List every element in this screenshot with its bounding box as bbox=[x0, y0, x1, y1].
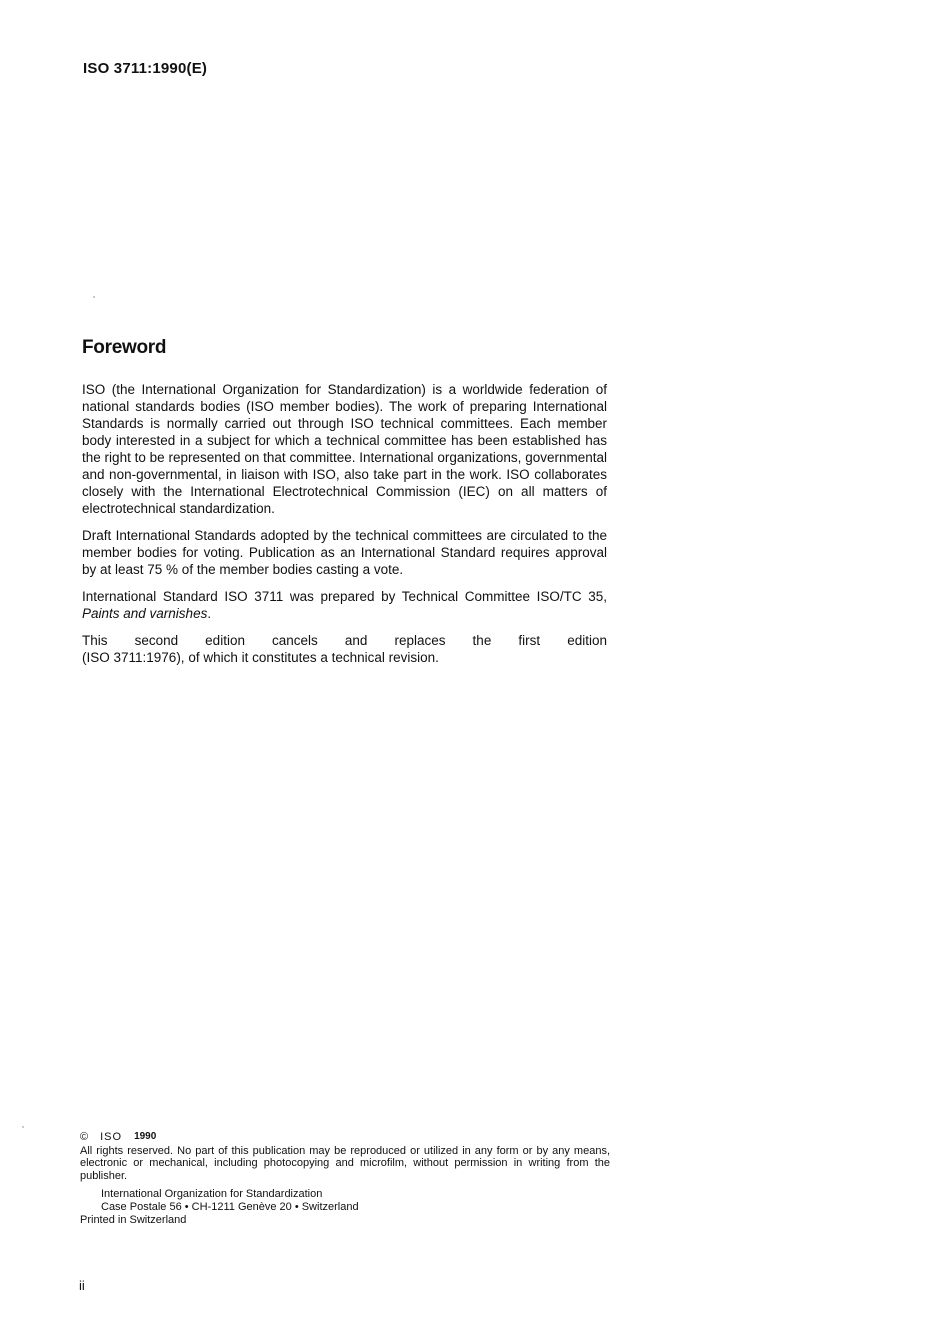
foreword-paragraph bbox=[82, 632, 607, 666]
edition-text: This second edition cancels and replaces the first edition bbox=[82, 633, 607, 648]
foreword-heading: Foreword bbox=[82, 337, 167, 358]
copyright-icon: © bbox=[80, 1131, 89, 1143]
copyright-org: ISO bbox=[100, 1131, 123, 1143]
publisher-address bbox=[80, 1188, 610, 1213]
prepared-by-text: International Standard ISO 3711 was prepared by Technical Committee ISO/TC 35, bbox=[82, 589, 607, 604]
rights-statement: All rights reserved. No part of this publication may be reproduced or utilized in any form or by any means, electronic or mechanical, including photocopying and microfilm, without permission in writing from the publisher. bbox=[80, 1144, 610, 1182]
scan-speck bbox=[93, 296, 95, 298]
publisher-name: International Organization for Standardization bbox=[101, 1188, 323, 1200]
foreword-paragraph: ISO (the International Organization for Standardization) is a worldwide federation of national standards bodies (ISO member bodies). The work of preparing International Standards is normally carried out through ISO technical committees. Each member body interested in a subject for which a technical committee has been established has the right to be represented on that committee. International organizations, governmental and non-governmental, in liaison with ISO, also take part in the work. ISO collaborates closely with the International Electrotechnical Commission (IEC) on all matters of electrotechnical standardization. bbox=[82, 382, 607, 516]
edition-text-tail: (ISO 3711:1976), of which it constitutes a technical revision. bbox=[82, 650, 439, 665]
sentence-end: . bbox=[207, 606, 212, 621]
committee-title: Paints and varnishes bbox=[82, 606, 208, 621]
page-number: ii bbox=[79, 1278, 85, 1293]
publisher-postal-address: Case Postale 56 • CH-1211 Genève 20 • Switzerland bbox=[101, 1200, 359, 1213]
copyright-year: 1990 bbox=[134, 1131, 157, 1142]
foreword-body bbox=[82, 381, 607, 676]
foreword-paragraph: Draft International Standards adopted by the technical committees are circulated to the member bodies for voting. Publication as an International Standard requires approval by at least 75 % of the member bodies casting a vote. bbox=[82, 528, 607, 577]
foreword-paragraph bbox=[82, 588, 607, 622]
printed-in: Printed in Switzerland bbox=[80, 1214, 187, 1226]
copyright-notice bbox=[80, 1131, 610, 1227]
copyright-line bbox=[80, 1131, 610, 1144]
scan-speck bbox=[22, 1126, 24, 1128]
document-identifier: ISO 3711:1990(E) bbox=[83, 60, 208, 77]
